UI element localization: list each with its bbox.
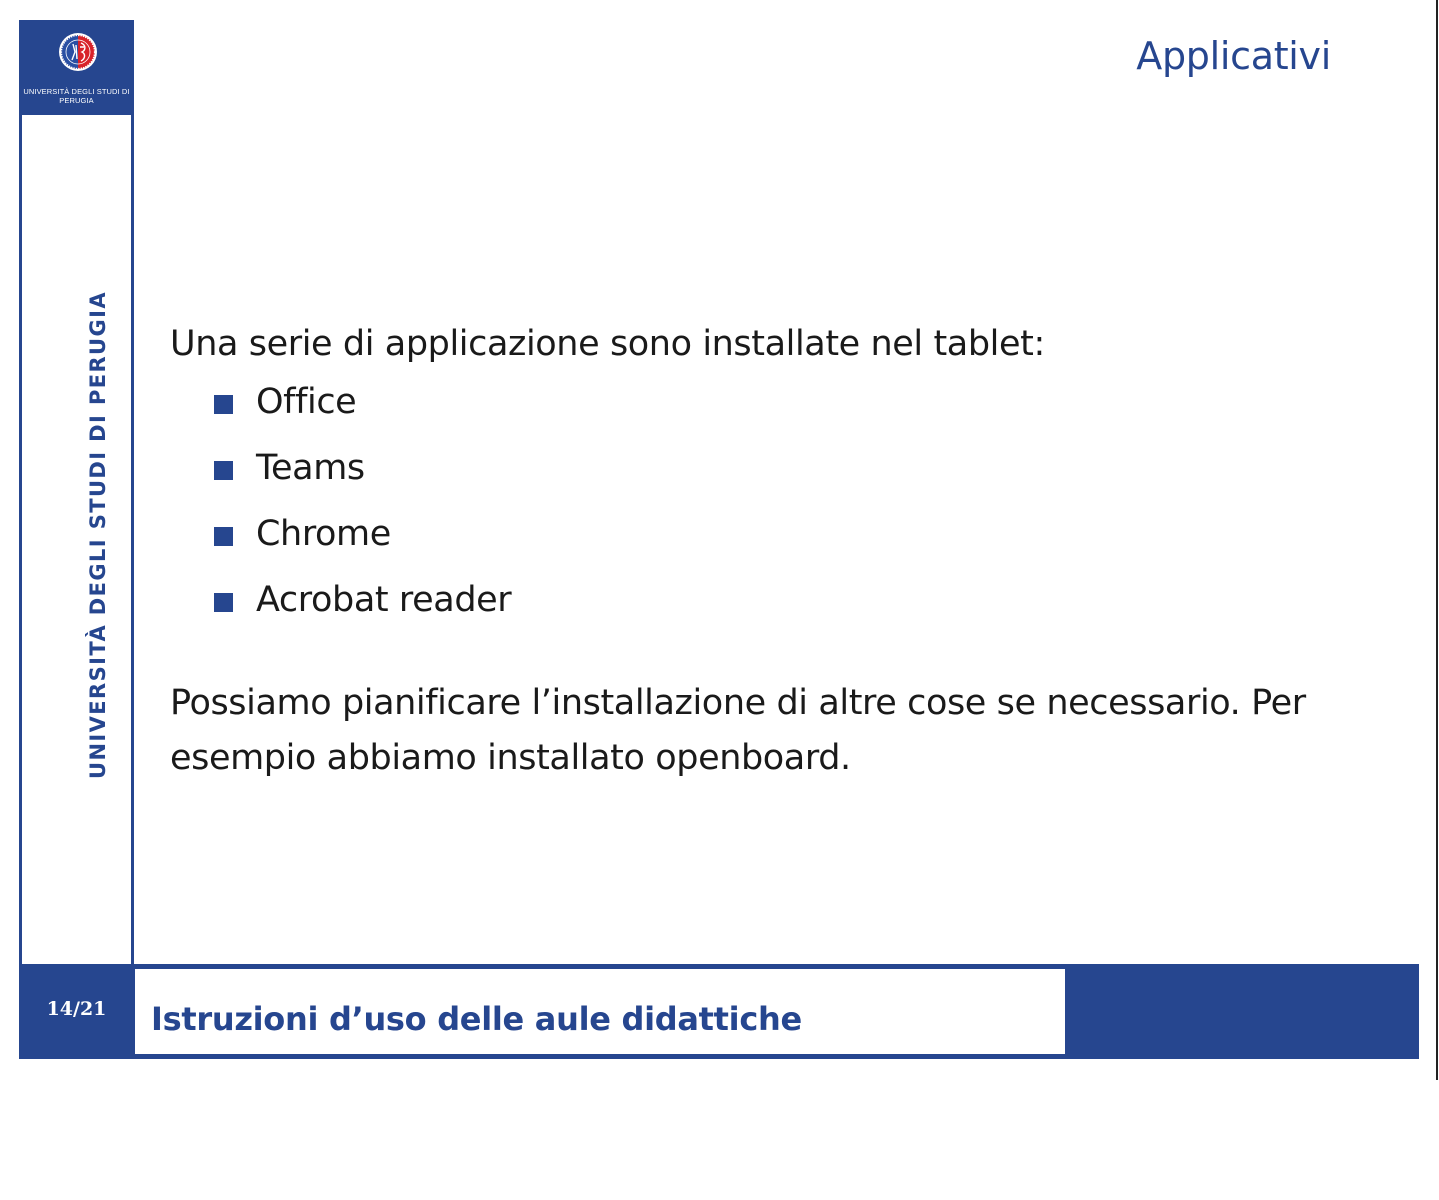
intro-text: Una serie di applicazione sono installate nel tablet: [170, 324, 1045, 364]
presentation-title: Istruzioni d’uso delle aule didattiche [151, 1000, 802, 1038]
list-item-label: Chrome [256, 514, 391, 554]
list-item-label: Acrobat reader [256, 580, 512, 620]
sidebar [19, 20, 134, 966]
list-item-label: Teams [256, 448, 365, 488]
university-seal-icon [58, 32, 98, 72]
page-number: 14/21 [46, 998, 107, 1020]
frame-title: Applicativi [1136, 34, 1331, 78]
square-bullet-icon [214, 593, 233, 612]
list-item [170, 376, 1370, 442]
app-list [170, 376, 1370, 640]
list-item [170, 508, 1370, 574]
right-border [1436, 0, 1438, 1080]
footer-bar [19, 964, 1419, 1059]
logo-caption: UNIVERSITÀ DEGLI STUDI DI PERUGIA [23, 87, 130, 105]
list-item-label: Office [256, 382, 357, 422]
list-item [170, 574, 1370, 640]
university-vertical-name: UNIVERSITÀ DEGLI STUDI DI PERUGIA [86, 291, 110, 779]
square-bullet-icon [214, 461, 233, 480]
square-bullet-icon [214, 527, 233, 546]
footer-title-box [135, 969, 1065, 1054]
square-bullet-icon [214, 395, 233, 414]
university-logo [22, 20, 131, 115]
slide-content [170, 318, 1370, 786]
list-item [170, 442, 1370, 508]
closing-text: Possiamo pianificare l’installazione di altre cose se necessario. Per esempio abbiamo installato openboard. [170, 683, 1306, 778]
